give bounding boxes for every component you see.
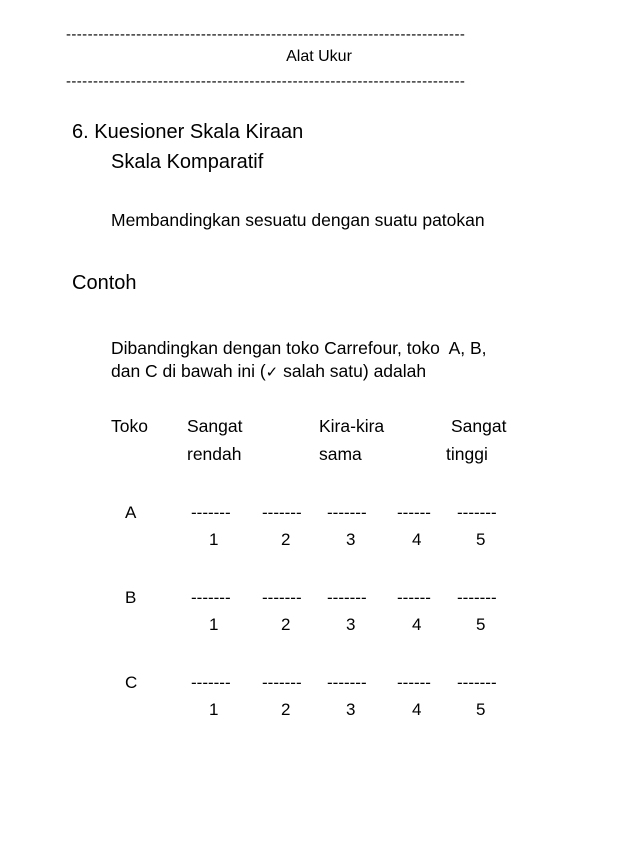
scale-number-2: 2 xyxy=(281,700,291,719)
scale-number-5: 5 xyxy=(476,700,486,719)
scale-number-5: 5 xyxy=(476,530,486,549)
scale-blank-5[interactable]: ------- xyxy=(457,503,497,522)
scale-number-3: 3 xyxy=(346,700,356,719)
row-store-label: B xyxy=(125,588,137,607)
scale-blank-4[interactable]: ------ xyxy=(397,673,431,692)
instruction-line-1: Dibandingkan dengan toko Carrefour, toko A, B, xyxy=(111,338,487,358)
header-bottom-rule: -------------------------------------------------------------------------- xyxy=(66,74,466,89)
scale-blank-4[interactable]: ------ xyxy=(397,503,431,522)
scale-blank-3[interactable]: ------- xyxy=(327,503,367,522)
scale-number-1: 1 xyxy=(209,530,219,549)
scale-number-2: 2 xyxy=(281,530,291,549)
section-heading: 6. Kuesioner Skala Kiraan xyxy=(72,121,304,143)
scale-blank-5[interactable]: ------- xyxy=(457,673,497,692)
scale-number-2: 2 xyxy=(281,615,291,634)
scale-blank-2[interactable]: ------- xyxy=(262,673,302,692)
row-store-label: A xyxy=(125,503,137,522)
header-title: Alat Ukur xyxy=(286,48,352,65)
scale-blank-5[interactable]: ------- xyxy=(457,588,497,607)
column-high-line2: tinggi xyxy=(446,444,488,464)
example-heading: Contoh xyxy=(72,272,137,294)
scale-number-4: 4 xyxy=(412,700,422,719)
checkmark-icon: ✓ xyxy=(265,363,279,381)
scale-blank-2[interactable]: ------- xyxy=(262,588,302,607)
scale-number-3: 3 xyxy=(346,530,356,549)
section-subheading: Skala Komparatif xyxy=(111,151,264,173)
column-low-line1: Sangat xyxy=(187,416,243,436)
scale-blank-1[interactable]: ------- xyxy=(191,588,231,607)
scale-number-1: 1 xyxy=(209,700,219,719)
row-store-label: C xyxy=(125,673,138,692)
column-mid-line1: Kira-kira xyxy=(319,416,385,436)
header-top-rule: -------------------------------------------------------------------------- xyxy=(66,27,466,42)
instruction-line-2 xyxy=(111,361,426,382)
column-low-line2: rendah xyxy=(187,444,242,464)
scale-number-1: 1 xyxy=(209,615,219,634)
scale-blank-3[interactable]: ------- xyxy=(327,588,367,607)
scale-blank-1[interactable]: ------- xyxy=(191,673,231,692)
scale-number-5: 5 xyxy=(476,615,486,634)
section-description: Membandingkan sesuatu dengan suatu patokan xyxy=(111,210,485,230)
scale-blank-3[interactable]: ------- xyxy=(327,673,367,692)
scale-number-3: 3 xyxy=(346,615,356,634)
scale-blank-2[interactable]: ------- xyxy=(262,503,302,522)
instruction-line-2-suffix: salah satu) adalah xyxy=(278,361,427,381)
scale-number-4: 4 xyxy=(412,615,422,634)
column-mid-line2: sama xyxy=(319,444,362,464)
scale-number-4: 4 xyxy=(412,530,422,549)
instruction-line-2-prefix: dan C di bawah ini ( xyxy=(111,361,266,381)
scale-blank-1[interactable]: ------- xyxy=(191,503,231,522)
scale-blank-4[interactable]: ------ xyxy=(397,588,431,607)
column-high-line1: Sangat xyxy=(451,416,507,436)
column-store: Toko xyxy=(111,416,148,436)
